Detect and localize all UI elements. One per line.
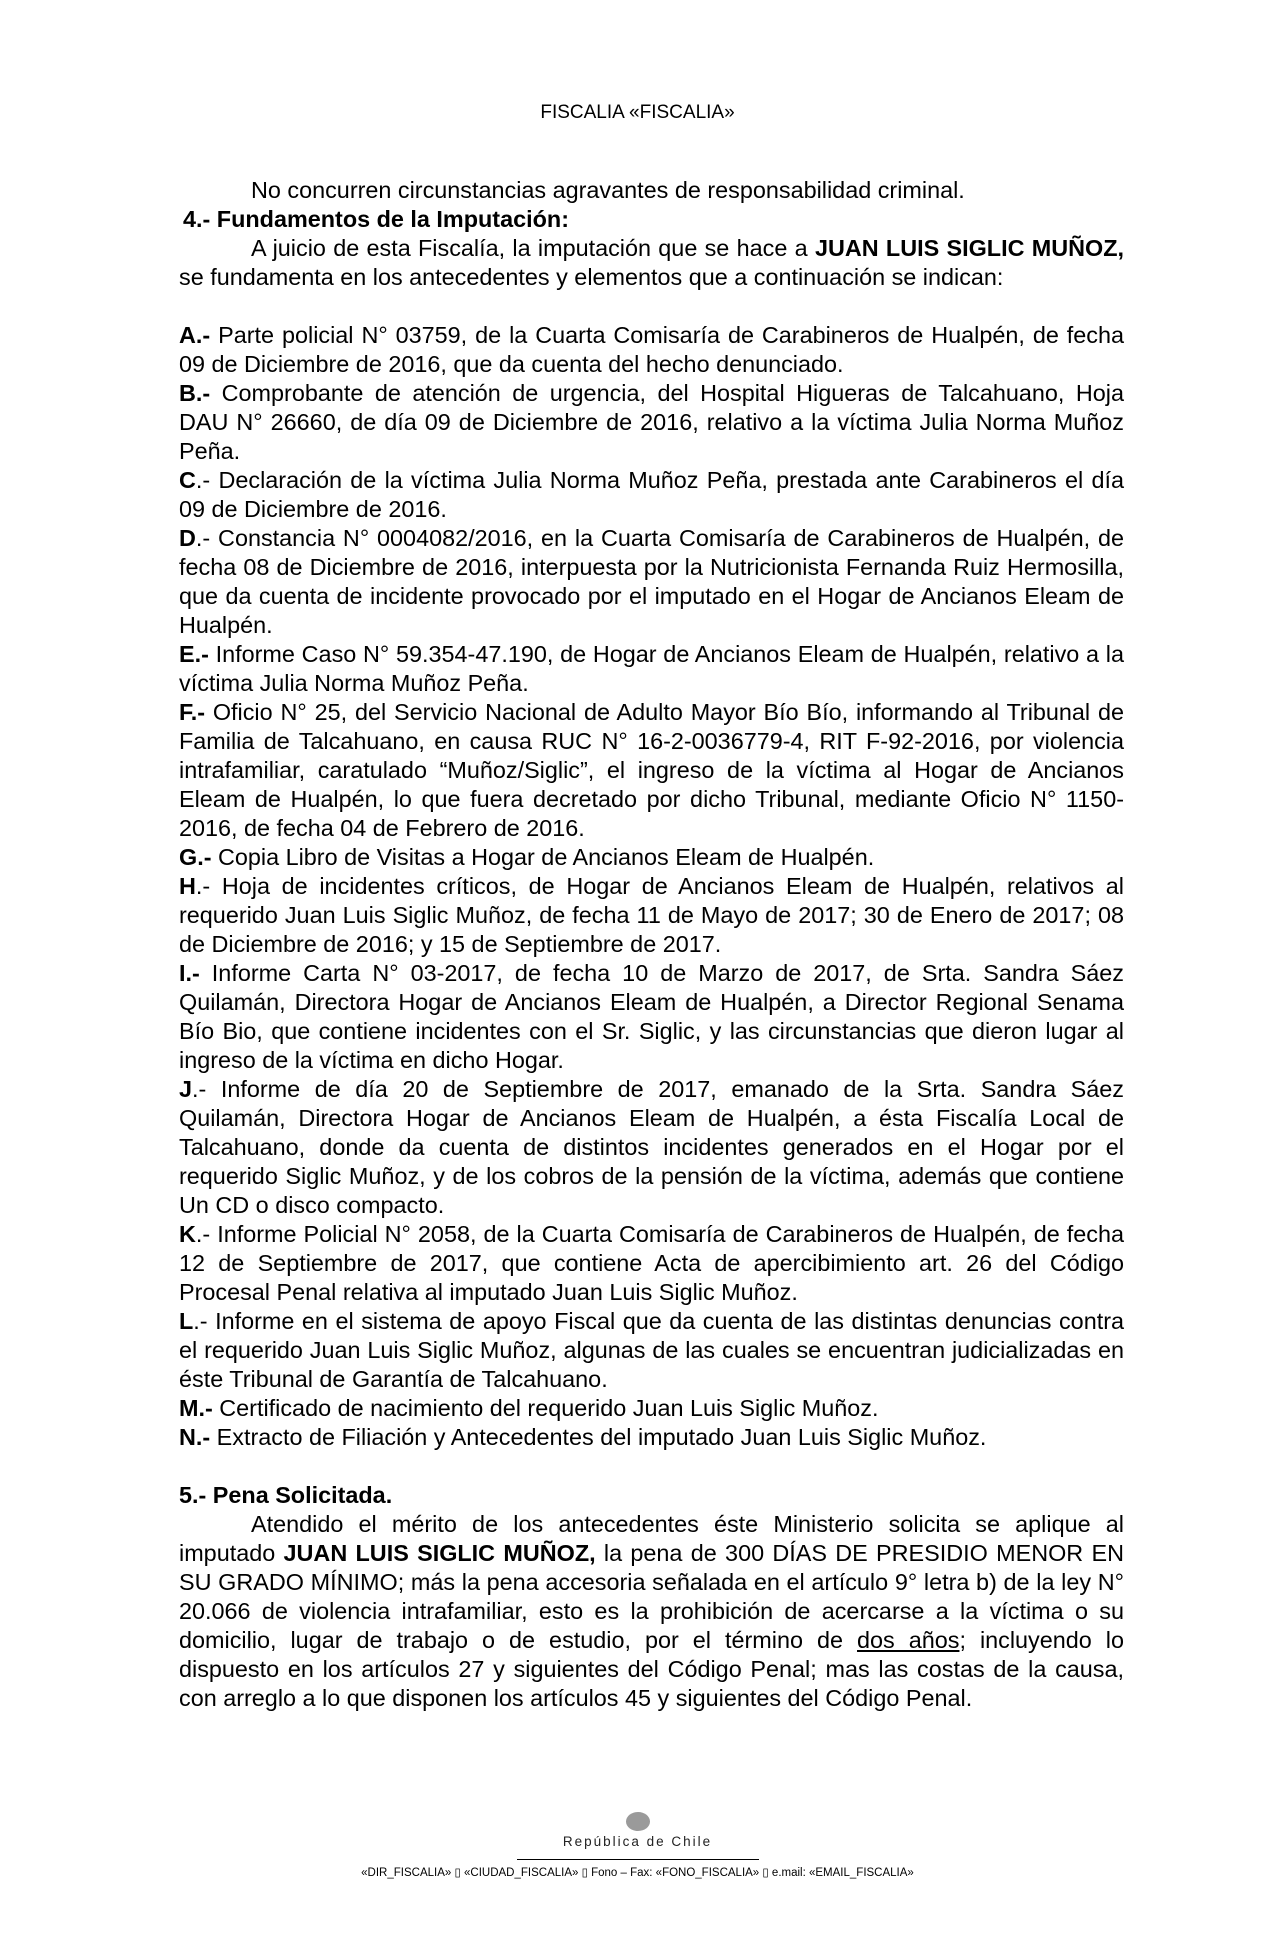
- evidence-item-text: Informe Carta N° 03-2017, de fecha 10 de Marzo de 2017, de Srta. Sandra Sáez Quilamán, Directora Hogar de Ancianos Eleam de Hualpén, a Director Regional Senama Bío Bio, que contiene incidentes con el Sr. Siglic, y las circunstancias que dieron lugar al ingreso de la víctima en dicho Hogar.: [179, 960, 1124, 1073]
- evidence-item-text: Parte policial N° 03759, de la Cuarta Comisaría de Carabineros de Hualpén, de fecha 09 de Diciembre de 2016, que da cuenta del hecho denunciado.: [179, 322, 1124, 377]
- evidence-item: [179, 524, 1124, 640]
- evidence-item-letter: C: [179, 467, 196, 493]
- evidence-item-letter: E.-: [179, 641, 209, 667]
- evidence-item-letter: F.-: [179, 699, 205, 725]
- page-header: FISCALIA «FISCALIA»: [540, 102, 735, 123]
- evidence-item-text: Informe Caso N° 59.354-47.190, de Hogar de Ancianos Eleam de Hualpén, relativo a la víctima Julia Norma Muñoz Peña.: [179, 641, 1124, 696]
- evidence-item: [179, 466, 1124, 524]
- section-4-title: 4.- Fundamentos de la Imputación:: [183, 206, 569, 232]
- document-body: [179, 176, 1124, 1713]
- evidence-item: [179, 321, 1124, 379]
- evidence-item-text: .- Informe Policial N° 2058, de la Cuarta Comisaría de Carabineros de Hualpén, de fecha 12 de Septiembre de 2017, que contiene Acta de apercibimiento art. 26 del Código Procesal Penal relativa al imputado Juan Luis Siglic Muñoz.: [179, 1221, 1124, 1305]
- evidence-item-letter: M.-: [179, 1395, 213, 1421]
- evidence-item-text: Certificado de nacimiento del requerido Juan Luis Siglic Muñoz.: [212, 1395, 879, 1421]
- evidence-item: [179, 698, 1124, 843]
- evidence-item-text: Oficio N° 25, del Servicio Nacional de Adulto Mayor Bío Bío, informando al Tribunal de Familia de Talcahuano, en causa RUC N° 16-2-0036779-4, RIT F-92-2016, por violencia intrafamiliar, caratulado “Muñoz/Siglic”, el ingreso de la víctima al Hogar de Ancianos Eleam de Hualpén, lo que fuera decretado por dicho Tribunal, mediante Oficio N° 1150-2016, de fecha 04 de Febrero de 2016.: [179, 699, 1124, 841]
- evidence-item-text: .- Hoja de incidentes críticos, de Hogar de Ancianos Eleam de Hualpén, relativos al requerido Juan Luis Siglic Muñoz, de fecha 11 de Mayo de 2017; 30 de Enero de 2017; 08 de Diciembre de 2016; y 15 de Septiembre de 2017.: [179, 873, 1124, 957]
- evidence-item-text: Extracto de Filiación y Antecedentes del imputado Juan Luis Siglic Muñoz.: [210, 1424, 987, 1450]
- evidence-item: [179, 379, 1124, 466]
- evidence-item-letter: I.-: [179, 960, 200, 986]
- evidence-item-text: Copia Libro de Visitas a Hogar de Ancianos Eleam de Hualpén.: [211, 844, 875, 870]
- section-5-paragraph: Atendido el mérito de los antecedentes éste Ministerio solicita se aplique al imputado JUAN LUIS SIGLIC MUÑOZ, la pena de 300 DÍAS DE PRESIDIO MENOR EN SU GRADO MÍNIMO; más la pena accesoria señalada en el artículo 9° letra b) de la ley N° 20.066 de violencia intrafamiliar, esto es la prohibición de acercarse a la víctima o su domicilio, lugar de trabajo o de estudio, por el término de dos años; incluyendo lo dispuesto en los artículos 27 y siguientes del Código Penal; mas las costas de la causa, con arreglo a lo que disponen los artículos 45 y siguientes del Código Penal.: [179, 1511, 1124, 1711]
- evidence-item: [179, 1307, 1124, 1394]
- page-footer: [0, 1812, 1275, 1879]
- evidence-item-letter: J: [179, 1076, 193, 1102]
- footer-divider: [517, 1859, 759, 1860]
- evidence-item-text: .- Informe de día 20 de Septiembre de 2017, emanado de la Srta. Sandra Sáez Quilamán, Directora Hogar de Ancianos Eleam de Hualpén, a ésta Fiscalía Local de Talcahuano, donde da cuenta de distintos incidentes generados en el Hogar por el requerido Siglic Muñoz, y de los cobros de la pensión de la víctima, además que contiene Un CD o disco compacto.: [179, 1076, 1124, 1218]
- evidence-item-text: .- Constancia N° 0004082/2016, en la Cuarta Comisaría de Carabineros de Hualpén, de fecha 08 de Diciembre de 2016, interpuesta por la Nutricionista Fernanda Ruiz Hermosilla, que da cuenta de incidente provocado por el imputado en el Hogar de Ancianos Eleam de Hualpén.: [179, 525, 1124, 638]
- evidence-item-text: .- Informe en el sistema de apoyo Fiscal que da cuenta de las distintas denuncias contra el requerido Juan Luis Siglic Muñoz, algunas de las cuales se encuentran judicializadas en éste Tribunal de Garantía de Talcahuano.: [179, 1308, 1124, 1392]
- evidence-item: [179, 1423, 1124, 1452]
- evidence-item: [179, 1394, 1124, 1423]
- evidence-item-text: .- Declaración de la víctima Julia Norma Muñoz Peña, prestada ante Carabineros el día 09 de Diciembre de 2016.: [179, 467, 1124, 522]
- evidence-item-text: Comprobante de atención de urgencia, del Hospital Higueras de Talcahuano, Hoja DAU N° 26660, de día 09 de Diciembre de 2016, relativo a la víctima Julia Norma Muñoz Peña.: [179, 380, 1124, 464]
- evidence-item: [179, 959, 1124, 1075]
- evidence-item-letter: H: [179, 873, 196, 899]
- evidence-item: [179, 1220, 1124, 1307]
- section-4-intro: A juicio de esta Fiscalía, la imputación que se hace a JUAN LUIS SIGLIC MUÑOZ, se fundamenta en los antecedentes y elementos que a continuación se indican:: [179, 235, 1125, 290]
- evidence-item-letter: G.-: [179, 844, 212, 870]
- republica-label: República de Chile: [562, 1834, 713, 1849]
- evidence-item-letter: B.-: [179, 380, 211, 406]
- seal-icon: [626, 1812, 650, 1831]
- spacer: [179, 1452, 1124, 1481]
- evidence-item: [179, 872, 1124, 959]
- spacer: [179, 292, 1124, 321]
- evidence-item: [179, 1075, 1124, 1220]
- footer-contact: «DIR_FISCALIA» ▯ «CIUDAD_FISCALIA» ▯ Fono – Fax: «FONO_FISCALIA» ▯ e.mail: «EMAIL_FISCALIA»: [361, 1867, 914, 1879]
- evidence-item-letter: L: [179, 1308, 194, 1334]
- evidence-item-letter: D: [179, 525, 196, 551]
- paragraph-agravantes: No concurren circunstancias agravantes de responsabilidad criminal.: [251, 177, 965, 203]
- evidence-list: [179, 321, 1124, 1452]
- section-5-title: 5.- Pena Solicitada.: [179, 1482, 393, 1508]
- evidence-item-letter: A.-: [179, 322, 211, 348]
- evidence-item-letter: K: [179, 1221, 196, 1247]
- evidence-item: [179, 843, 1124, 872]
- evidence-item-letter: N.-: [179, 1424, 211, 1450]
- evidence-item: [179, 640, 1124, 698]
